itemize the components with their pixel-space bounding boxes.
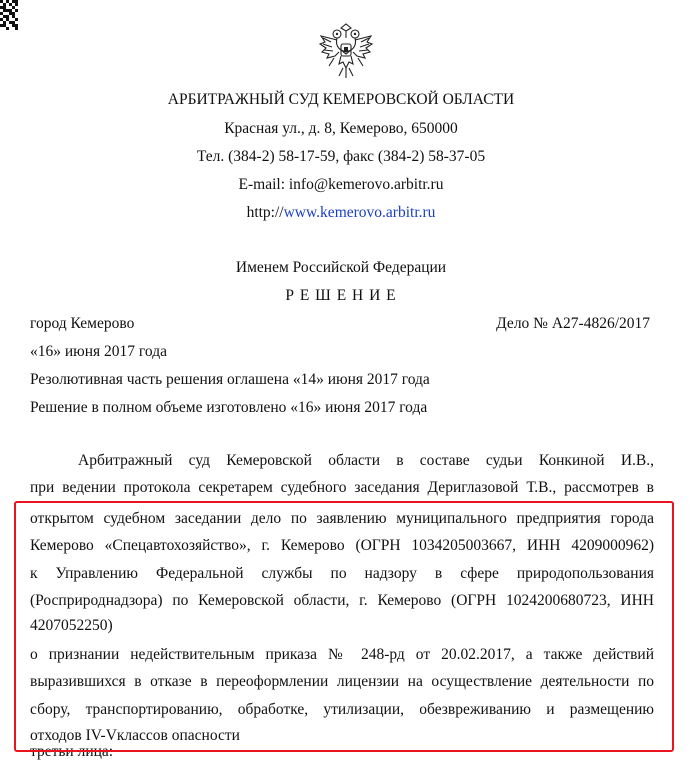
- court-name: АРБИТРАЖНЫЙ СУД КЕМЕРОВСКОЙ ОБЛАСТИ: [167, 91, 515, 108]
- court-website: [0, 204, 682, 222]
- body-line-12: третьи лица:: [30, 743, 114, 760]
- body-line-9: выразившихся в отказе в переоформлении лицензии на осуществление деятельности по: [30, 673, 654, 690]
- case-number: Дело № А27-4826/2017: [496, 315, 650, 332]
- body-line-3: открытом судебном заседании дело по заявлению муниципального предприятия города: [30, 510, 654, 527]
- decision-title: Р Е Ш Е Н И Е: [285, 287, 397, 304]
- qr-code-fragment: [0, 0, 18, 30]
- body-line-10: сбору, транспортированию, обработке, утилизации, обезвреживанию и размещению: [30, 701, 654, 718]
- body-line-12-cropped: [30, 743, 114, 762]
- website-prefix: http://: [246, 204, 284, 221]
- highlight-annotation-box: [14, 501, 674, 752]
- decision-date: «16» июня 2017 года: [30, 343, 167, 360]
- website-link[interactable]: www.kemerovo.arbitr.ru: [283, 204, 436, 221]
- full-text-date: Решение в полном объеме изготовлено «16» июня 2017 года: [30, 399, 428, 416]
- body-line-8: о признании недействительным приказа № 248-рд от 20.02.2017, а также действий: [30, 646, 654, 663]
- body-line-2: при ведении протокола секретарем судебного заседания Дериглазовой Т.В., рассмотрев в: [30, 479, 654, 496]
- court-address: Красная ул., д. 8, Кемерово, 650000: [224, 120, 458, 137]
- on-behalf-heading: Именем Российской Федерации: [235, 259, 447, 276]
- body-line-7: 4207052250): [30, 617, 113, 634]
- body-line-1: Арбитражный суд Кемеровской области в составе судьи Конкиной И.В.,: [78, 452, 654, 469]
- coat-of-arms-emblem: [317, 22, 375, 80]
- court-phone: Тел. (384-2) 58-17-59, факс (384-2) 58-37-05: [196, 148, 486, 165]
- body-line-5: к Управлению Федеральной службы по надзору в сфере природопользования: [30, 565, 654, 582]
- body-line-6: (Росприроднадзора) по Кемеровской области, г. Кемерово (ОГРН 1024200680723, ИНН: [30, 592, 654, 609]
- decision-city: город Кемерово: [30, 315, 135, 332]
- resolution-announced: Резолютивная часть решения оглашена «14» июня 2017 года: [30, 371, 430, 388]
- body-line-11: отходов IV-Vклассов опасности: [30, 727, 240, 744]
- body-line-4: Кемерово «Спецавтохозяйство», г. Кемерово (ОГРН 1034205003667, ИНН 4209000962): [30, 537, 654, 554]
- court-email: E-mail: info@kemerovo.arbitr.ru: [238, 176, 444, 193]
